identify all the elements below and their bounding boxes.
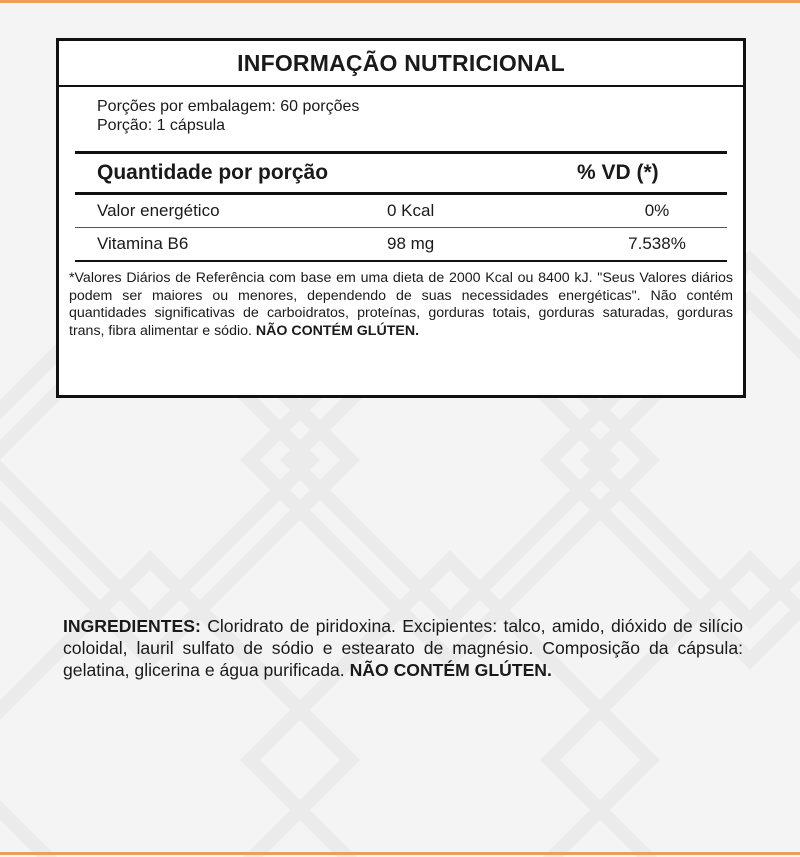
nutrition-title: INFORMAÇÃO NUTRICIONAL <box>59 41 743 87</box>
nutrient-amount: 98 mg <box>387 234 435 253</box>
header-dv: % VD (*) <box>577 161 659 184</box>
table-row <box>75 195 727 228</box>
top-accent-rule <box>0 0 800 3</box>
nutrition-table <box>75 151 727 262</box>
table-row <box>75 228 727 262</box>
nutrition-table-header <box>75 151 727 195</box>
nutrient-name: Valor energético <box>97 201 220 220</box>
nutrient-dv: 7.538% <box>628 234 686 253</box>
ingredients-section <box>63 615 743 681</box>
nutrient-name: Vitamina B6 <box>97 234 189 253</box>
footnote-text: *Valores Diários de Referência com base em uma dieta de 2000 Kcal ou 8400 kJ. "Seus Valores diários podem ser maiores ou menores, dependendo de suas necessidades energéticas". Não contém quantidades significativas de carboidratos, proteínas, gorduras totais, gorduras saturadas, gorduras trans, fibra alimentar e sódio. <box>69 270 733 339</box>
ingredients-label: INGREDIENTES: <box>63 616 208 636</box>
nutrient-dv: 0% <box>644 201 670 220</box>
serving-info <box>59 87 743 141</box>
serving-size: Porção: 1 cápsula <box>97 117 226 134</box>
bottom-accent-rule <box>0 852 800 855</box>
nutrient-amount: 0 Kcal <box>387 201 435 220</box>
ingredients-gluten-warning: NÃO CONTÉM GLÚTEN. <box>349 660 552 680</box>
nutrition-footnote <box>69 270 733 340</box>
header-amount: Quantidade por porção <box>97 161 329 184</box>
servings-per-package: Porções por embalagem: 60 porções <box>97 98 360 115</box>
footnote-gluten-warning: NÃO CONTÉM GLÚTEN. <box>255 322 420 339</box>
ingredients-text: Cloridrato de piridoxina. Excipientes: talco, amido, dióxido de silício coloidal, lauril sulfato de sódio e estearato de magnésio. Composição da cápsula: gelatina, glicerina e água purificada. <box>63 616 744 680</box>
nutrition-facts-panel <box>56 38 746 398</box>
